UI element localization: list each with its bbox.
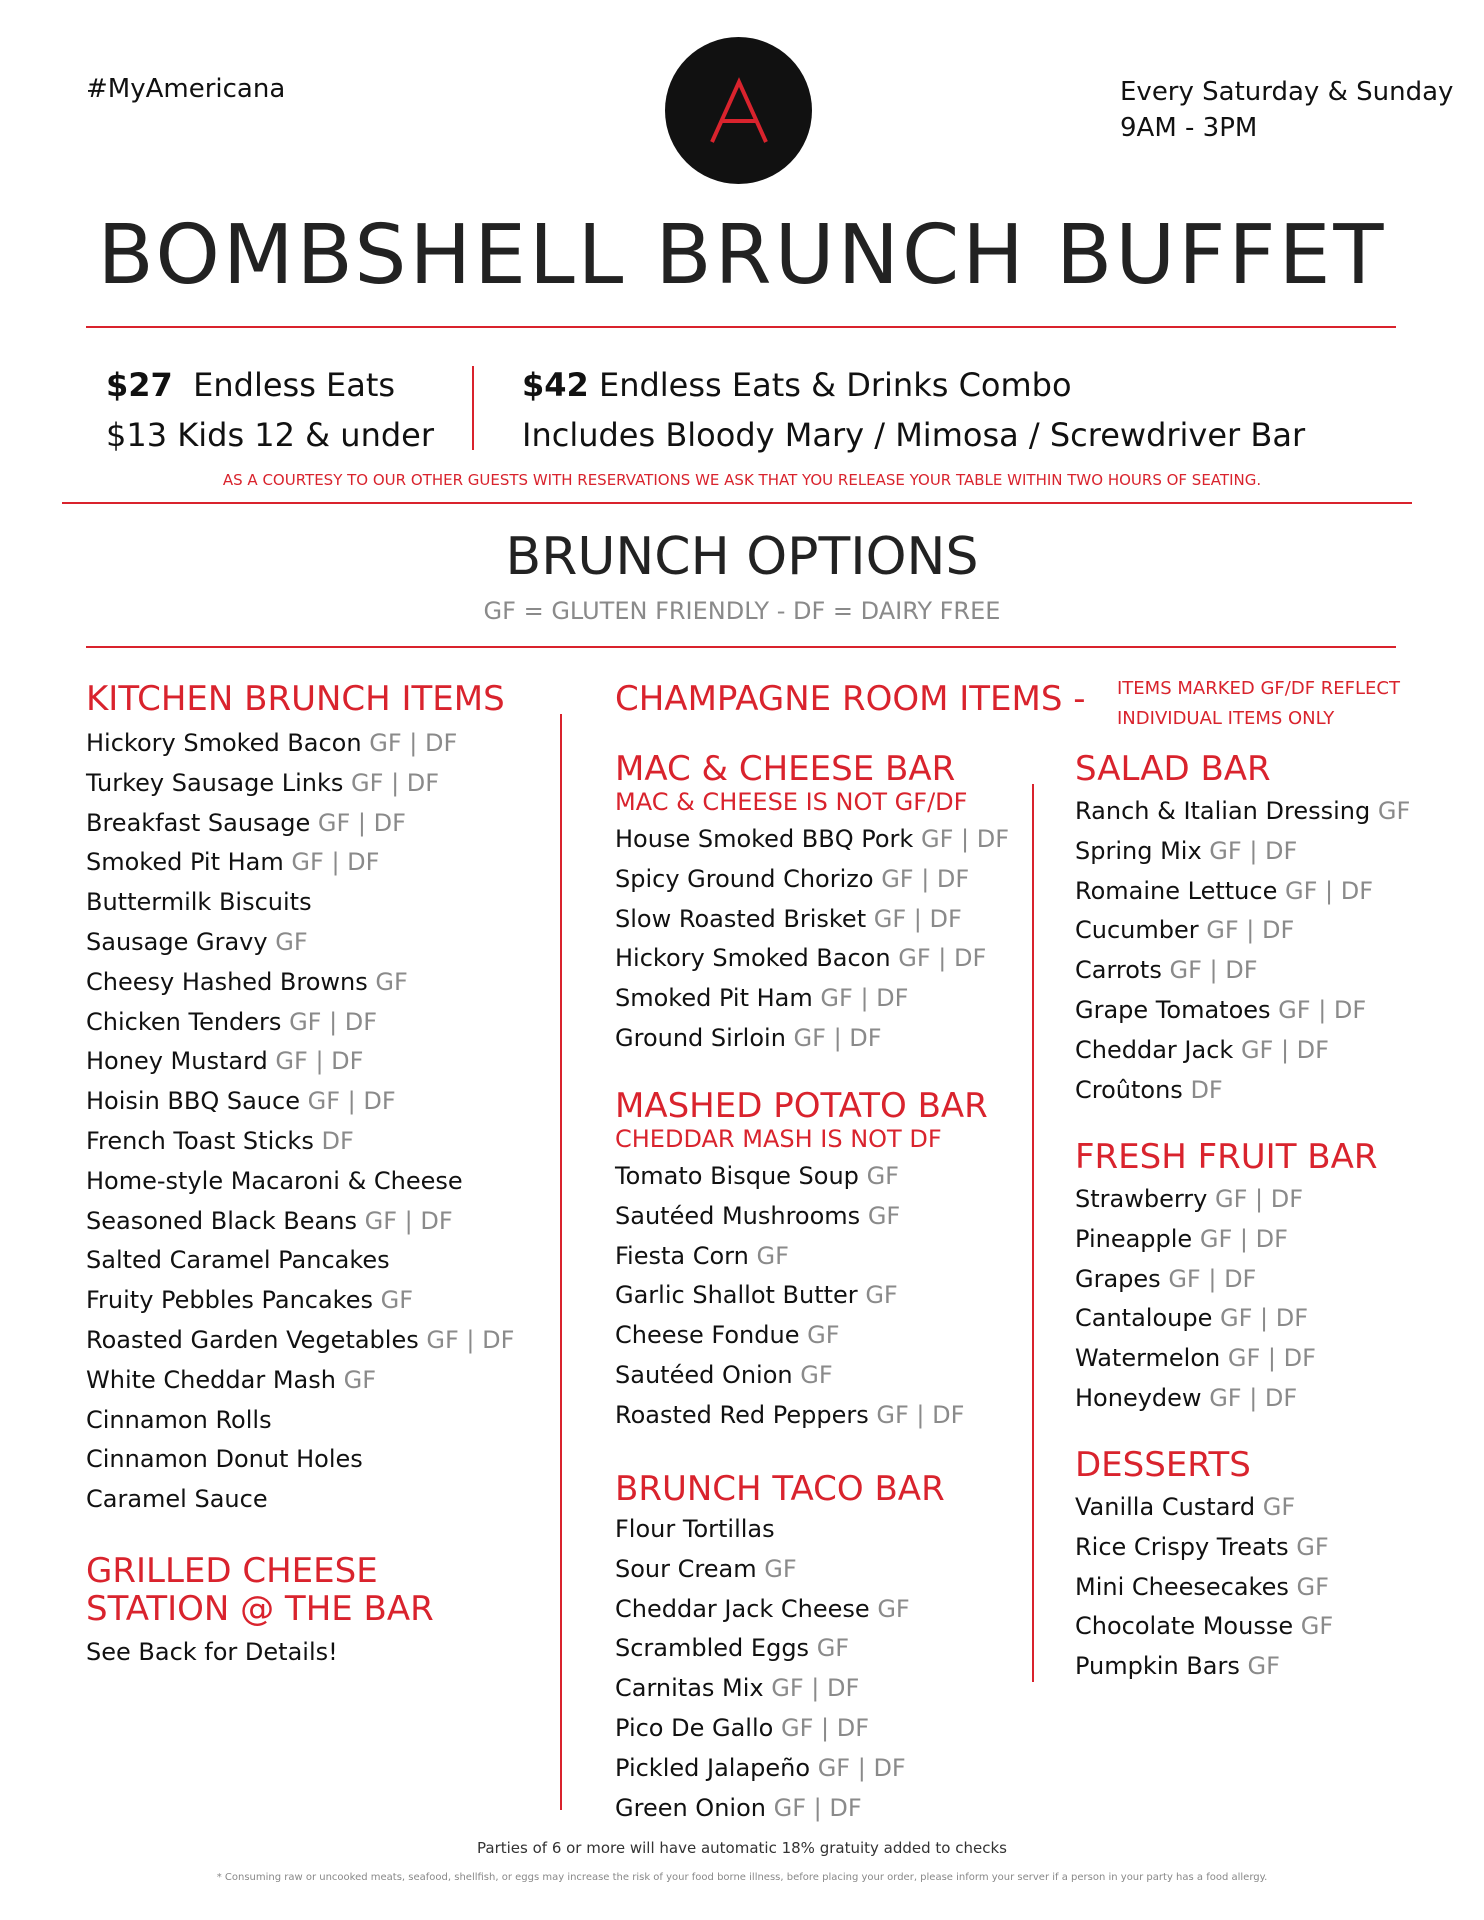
combo-includes: Includes Bloody Mary / Mimosa / Screwdriver Bar — [522, 416, 1306, 454]
allergy-disclaimer: * Consuming raw or uncooked meats, seafood, shellfish, or eggs may increase the risk of your food borne illness, before placing your order, please inform your server if a person in your party has a food allergy. — [216, 1872, 1268, 1883]
menu-item — [1075, 1339, 1378, 1379]
menu-item-name: Spicy Ground Chorizo — [615, 864, 874, 893]
dietary-tag: GF — [343, 1365, 376, 1394]
menu-item-name: Honeydew — [1075, 1383, 1202, 1412]
menu-item-name: Fiesta Corn — [615, 1241, 749, 1270]
dietary-tag: GF | DF — [291, 848, 380, 877]
menu-item-name: Spring Mix — [1075, 836, 1202, 865]
dietary-tag: GF — [1377, 797, 1411, 825]
menu-item-name: Roasted Garden Vegetables — [86, 1325, 419, 1354]
menu-item — [615, 1237, 988, 1277]
dietary-tag: GF — [764, 1554, 797, 1583]
menu-item-name: Vanilla Custard — [1075, 1493, 1256, 1521]
dietary-tag: GF | DF — [1209, 836, 1298, 865]
menu-item-name: Cantaloupe — [1075, 1304, 1213, 1333]
pricing-divider — [472, 366, 474, 450]
mac-bar-list — [615, 820, 1009, 1059]
dietary-tag: GF | DF — [369, 729, 458, 757]
fruit-bar-list — [1075, 1180, 1378, 1419]
dietary-tag: GF — [375, 967, 408, 996]
menu-item-name: Pineapple — [1075, 1224, 1193, 1253]
menu-item-name: Romaine Lettuce — [1075, 876, 1278, 905]
menu-item-name: Fruity Pebbles Pancakes — [86, 1286, 373, 1315]
menu-item — [86, 724, 514, 764]
menu-item — [86, 1281, 514, 1321]
menu-item-name: Cinnamon Rolls — [86, 1405, 272, 1434]
menu-item — [615, 1197, 988, 1237]
dietary-tag: GF | DF — [820, 984, 909, 1013]
taco-bar-heading: BRUNCH TACO BAR — [615, 1469, 945, 1509]
menu-item-name: Sour Cream — [615, 1554, 757, 1583]
options-legend: GF = GLUTEN FRIENDLY - DF = DAIRY FREE — [483, 597, 1001, 625]
menu-item-name: Pico De Gallo — [615, 1713, 774, 1742]
kids-price: $13 — [106, 416, 168, 454]
dietary-tag: GF | DF — [275, 1047, 364, 1076]
menu-item — [1075, 1488, 1333, 1528]
menu-item-name: Cheddar Jack Cheese — [615, 1594, 870, 1623]
menu-item — [1075, 991, 1410, 1031]
menu-item-name: Hickory Smoked Bacon — [86, 729, 362, 757]
menu-item — [615, 820, 1009, 860]
combo-price: $42 — [522, 366, 589, 404]
menu-item-name: Honey Mustard — [86, 1047, 268, 1076]
menu-item — [1075, 1031, 1410, 1071]
menu-item — [615, 1789, 945, 1829]
dietary-tag: GF | DF — [289, 1007, 378, 1036]
dietary-tag: GF | DF — [898, 944, 987, 973]
dietary-tag: GF | DF — [1206, 916, 1295, 945]
menu-item — [1075, 1647, 1333, 1687]
menu-item — [615, 1396, 988, 1436]
divider-courtesy — [62, 502, 1412, 504]
menu-item-name: Ranch & Italian Dressing — [1075, 797, 1371, 825]
dietary-tag: GF — [1247, 1652, 1280, 1681]
menu-item-name: Rice Crispy Treats — [1075, 1532, 1289, 1561]
menu-item — [86, 1003, 514, 1043]
mash-bar-section — [615, 1087, 988, 1436]
dietary-tag: GF — [275, 927, 308, 956]
menu-item — [86, 1162, 514, 1202]
desserts-list — [1075, 1488, 1333, 1687]
desserts-heading: DESSERTS — [1075, 1445, 1251, 1485]
menu-item — [86, 883, 514, 923]
dietary-tag: GF — [807, 1321, 840, 1350]
kids-label: Kids 12 & under — [177, 416, 435, 454]
dietary-tag: GF | DF — [426, 1325, 515, 1354]
menu-item — [1075, 1379, 1378, 1419]
divider-options — [86, 646, 1396, 648]
menu-item — [86, 1042, 514, 1082]
menu-item — [86, 1082, 514, 1122]
menu-item-name: Strawberry — [1075, 1185, 1208, 1213]
menu-item — [615, 1510, 945, 1550]
menu-item — [1075, 1180, 1378, 1220]
fruit-bar-heading: FRESH FRUIT BAR — [1075, 1137, 1378, 1177]
desserts-section — [1075, 1446, 1333, 1687]
mash-bar-heading: MASHED POTATO BAR — [615, 1086, 988, 1126]
menu-item-name: Pumpkin Bars — [1075, 1652, 1240, 1681]
taco-bar-list — [615, 1510, 945, 1828]
menu-item — [1075, 951, 1410, 991]
menu-item-name: Chicken Tenders — [86, 1007, 282, 1036]
menu-item — [86, 963, 514, 1003]
menu-item-name: Breakfast Sausage — [86, 808, 311, 837]
menu-item — [86, 843, 514, 883]
dietary-tag: GF | DF — [881, 864, 970, 893]
dietary-tag: GF | DF — [920, 825, 1009, 853]
menu-item — [615, 1709, 945, 1749]
divider-top — [86, 326, 1396, 328]
menu-item-name: House Smoked BBQ Pork — [615, 825, 914, 853]
dietary-tag: GF | DF — [1209, 1383, 1298, 1412]
menu-item — [1075, 911, 1410, 951]
schedule-hours: 9AM - 3PM — [1120, 113, 1258, 143]
kitchen-heading: KITCHEN BRUNCH ITEMS — [86, 679, 505, 719]
menu-item-name: Roasted Red Peppers — [615, 1400, 869, 1429]
pricing-left — [106, 360, 434, 460]
menu-item — [615, 1590, 945, 1630]
menu-item — [1075, 872, 1410, 912]
menu-item-name: Croûtons — [1075, 1075, 1183, 1104]
dietary-tag: GF | DF — [317, 808, 406, 837]
dietary-tag: GF — [877, 1594, 910, 1623]
page-title: BOMBSHELL BRUNCH BUFFET — [97, 208, 1387, 303]
fruit-bar-section — [1075, 1138, 1378, 1419]
gratuity-note: Parties of 6 or more will have automatic 18% gratuity added to checks — [477, 1839, 1007, 1857]
dietary-tag: GF | DF — [1227, 1344, 1316, 1373]
menu-item-name: Carrots — [1075, 956, 1162, 985]
salad-bar-heading: SALAD BAR — [1075, 749, 1271, 789]
menu-item — [86, 804, 514, 844]
menu-item-name: Carnitas Mix — [615, 1674, 764, 1703]
dietary-tag: GF | DF — [1240, 1035, 1329, 1064]
dietary-tag: GF | DF — [780, 1713, 869, 1742]
menu-item-name: Hickory Smoked Bacon — [615, 944, 891, 973]
dietary-tag: GF | DF — [1168, 1264, 1257, 1293]
menu-item-name: Salted Caramel Pancakes — [86, 1246, 390, 1275]
champagne-note — [1117, 674, 1400, 734]
dietary-tag: GF | DF — [817, 1753, 906, 1782]
menu-item-name: Cheesy Hashed Browns — [86, 967, 368, 996]
menu-item — [615, 1157, 988, 1197]
menu-item — [1075, 1220, 1378, 1260]
menu-item-name: Smoked Pit Ham — [86, 848, 284, 877]
dietary-tag: GF — [1296, 1532, 1329, 1561]
menu-item — [615, 1019, 1009, 1059]
kitchen-section — [86, 680, 514, 1520]
menu-item — [1075, 1607, 1333, 1647]
mac-bar-section — [615, 750, 1009, 1059]
menu-item-name: French Toast Sticks — [86, 1126, 314, 1155]
menu-item — [615, 1749, 945, 1789]
menu-item-name: Cinnamon Donut Holes — [86, 1445, 363, 1474]
menu-item — [86, 1480, 514, 1520]
menu-item — [1075, 792, 1410, 832]
menu-item-name: Turkey Sausage Links — [86, 768, 344, 797]
grilled-cheese-heading-2: STATION @ THE BAR — [86, 1589, 434, 1629]
menu-item-name: Watermelon — [1075, 1344, 1221, 1373]
menu-item-name: Smoked Pit Ham — [615, 984, 813, 1013]
champagne-heading: CHAMPAGNE ROOM ITEMS - — [615, 679, 1086, 719]
menu-item-name: Home-style Macaroni & Cheese — [86, 1166, 463, 1195]
menu-item-name: Ground Sirloin — [615, 1023, 786, 1052]
dietary-tag: GF | DF — [1278, 995, 1367, 1024]
menu-item-name: Green Onion — [615, 1793, 766, 1822]
menu-item — [615, 1550, 945, 1590]
dietary-tag: DF — [1190, 1075, 1223, 1104]
mac-bar-subheading: MAC & CHEESE IS NOT GF/DF — [615, 788, 968, 816]
menu-item — [1075, 832, 1410, 872]
mash-bar-subheading: CHEDDAR MASH IS NOT DF — [615, 1125, 942, 1153]
eats-label: Endless Eats — [193, 366, 396, 404]
schedule-days: Every Saturday & Sunday — [1120, 77, 1454, 107]
dietary-tag: GF — [866, 1162, 899, 1190]
menu-item — [1075, 1528, 1333, 1568]
menu-item-name: Garlic Shallot Butter — [615, 1281, 858, 1310]
salad-bar-list — [1075, 792, 1410, 1110]
dietary-tag: GF — [867, 1201, 901, 1230]
menu-item — [1075, 1568, 1333, 1608]
column-divider-1 — [560, 714, 562, 1810]
dietary-tag: GF — [1296, 1572, 1329, 1601]
grilled-cheese-heading-1: GRILLED CHEESE — [86, 1551, 378, 1591]
column-divider-2 — [1032, 784, 1034, 1682]
menu-item — [1075, 1071, 1410, 1111]
dietary-tag: GF | DF — [1285, 876, 1374, 905]
menu-item-name: Caramel Sauce — [86, 1485, 268, 1514]
menu-item — [615, 900, 1009, 940]
mash-bar-list — [615, 1157, 988, 1436]
menu-item-name: Sautéed Onion — [615, 1360, 793, 1389]
dietary-tag: GF | DF — [1220, 1304, 1309, 1333]
menu-item-name: Tomato Bisque Soup — [615, 1162, 859, 1190]
dietary-tag: GF — [865, 1281, 898, 1310]
champagne-note-2: INDIVIDUAL ITEMS ONLY — [1117, 708, 1335, 729]
menu-item-name: Buttermilk Biscuits — [86, 888, 312, 917]
options-heading: BRUNCH OPTIONS — [505, 527, 979, 587]
dietary-tag: GF — [1262, 1493, 1296, 1521]
dietary-tag: GF — [380, 1286, 414, 1315]
price-combo — [522, 360, 1305, 410]
menu-item — [615, 1356, 988, 1396]
dietary-tag: GF | DF — [876, 1400, 965, 1429]
kitchen-list — [86, 724, 514, 1520]
menu-item-name: Mini Cheesecakes — [1075, 1572, 1289, 1601]
menu-item — [86, 1122, 514, 1162]
dietary-tag: DF — [321, 1126, 354, 1155]
menu-item — [615, 1276, 988, 1316]
menu-item-name: Cheddar Jack — [1075, 1035, 1234, 1064]
eats-price: $27 — [106, 366, 173, 404]
menu-item-name: Cucumber — [1075, 916, 1199, 945]
logo-a-icon — [704, 76, 774, 146]
salad-bar-section — [1075, 750, 1410, 1110]
dietary-tag: GF | DF — [773, 1793, 862, 1822]
menu-item — [86, 1361, 514, 1401]
menu-item — [86, 1321, 514, 1361]
grilled-cheese-text: See Back for Details! — [86, 1638, 338, 1666]
pricing-right — [522, 360, 1305, 460]
menu-item-name: Sautéed Mushrooms — [615, 1201, 861, 1230]
menu-item-name: Grape Tomatoes — [1075, 995, 1271, 1024]
menu-item-name: Seasoned Black Beans — [86, 1206, 357, 1235]
menu-item-name: Sausage Gravy — [86, 927, 268, 956]
dietary-tag: GF | DF — [873, 904, 962, 933]
grilled-cheese-section — [86, 1552, 434, 1666]
dietary-tag: GF | DF — [1199, 1224, 1288, 1253]
menu-item-name: Slow Roasted Brisket — [615, 904, 867, 933]
menu-item — [615, 1316, 988, 1356]
menu-item-name: Pickled Jalapeño — [615, 1753, 811, 1782]
courtesy-note: AS A COURTESY TO OUR OTHER GUESTS WITH RESERVATIONS WE ASK THAT YOU RELEASE YOUR TABLE WITHIN TWO HOURS OF SEATING. — [222, 471, 1262, 489]
menu-item-name: Chocolate Mousse — [1075, 1612, 1294, 1641]
mac-bar-heading: MAC & CHEESE BAR — [615, 749, 956, 789]
americana-logo — [665, 37, 812, 184]
dietary-tag: GF — [756, 1241, 789, 1270]
menu-item — [86, 1202, 514, 1242]
menu-item-name: Scrambled Eggs — [615, 1634, 810, 1663]
menu-item — [86, 1401, 514, 1441]
taco-bar-section — [615, 1470, 945, 1828]
menu-item — [86, 1440, 514, 1480]
menu-item — [615, 939, 1009, 979]
dietary-tag: GF — [816, 1634, 850, 1663]
dietary-tag: GF | DF — [1169, 956, 1258, 985]
hashtag: #MyAmericana — [86, 74, 286, 104]
menu-item — [615, 1629, 945, 1669]
schedule — [1120, 74, 1453, 146]
dietary-tag: GF — [1300, 1612, 1334, 1641]
menu-item-name: Grapes — [1075, 1264, 1161, 1293]
menu-item — [615, 860, 1009, 900]
price-kids — [106, 410, 434, 460]
dietary-tag: GF | DF — [771, 1674, 860, 1703]
dietary-tag: GF — [800, 1360, 833, 1389]
combo-label: Endless Eats & Drinks Combo — [598, 366, 1072, 404]
menu-item-name: Flour Tortillas — [615, 1515, 775, 1543]
dietary-tag: GF | DF — [351, 768, 440, 797]
menu-item — [1075, 1260, 1378, 1300]
menu-item — [615, 1669, 945, 1709]
dietary-tag: GF | DF — [793, 1023, 882, 1052]
menu-item — [615, 979, 1009, 1019]
dietary-tag: GF | DF — [1215, 1185, 1304, 1213]
menu-item-name: Cheese Fondue — [615, 1321, 800, 1350]
menu-item-name: Hoisin BBQ Sauce — [86, 1087, 300, 1116]
dietary-tag: GF | DF — [307, 1087, 396, 1116]
menu-item — [1075, 1299, 1378, 1339]
menu-item — [86, 764, 514, 804]
menu-item — [86, 923, 514, 963]
price-eats — [106, 360, 434, 410]
menu-item-name: White Cheddar Mash — [86, 1365, 336, 1394]
champagne-note-1: ITEMS MARKED GF/DF REFLECT — [1117, 678, 1400, 699]
dietary-tag: GF | DF — [364, 1206, 453, 1235]
menu-item — [86, 1241, 514, 1281]
